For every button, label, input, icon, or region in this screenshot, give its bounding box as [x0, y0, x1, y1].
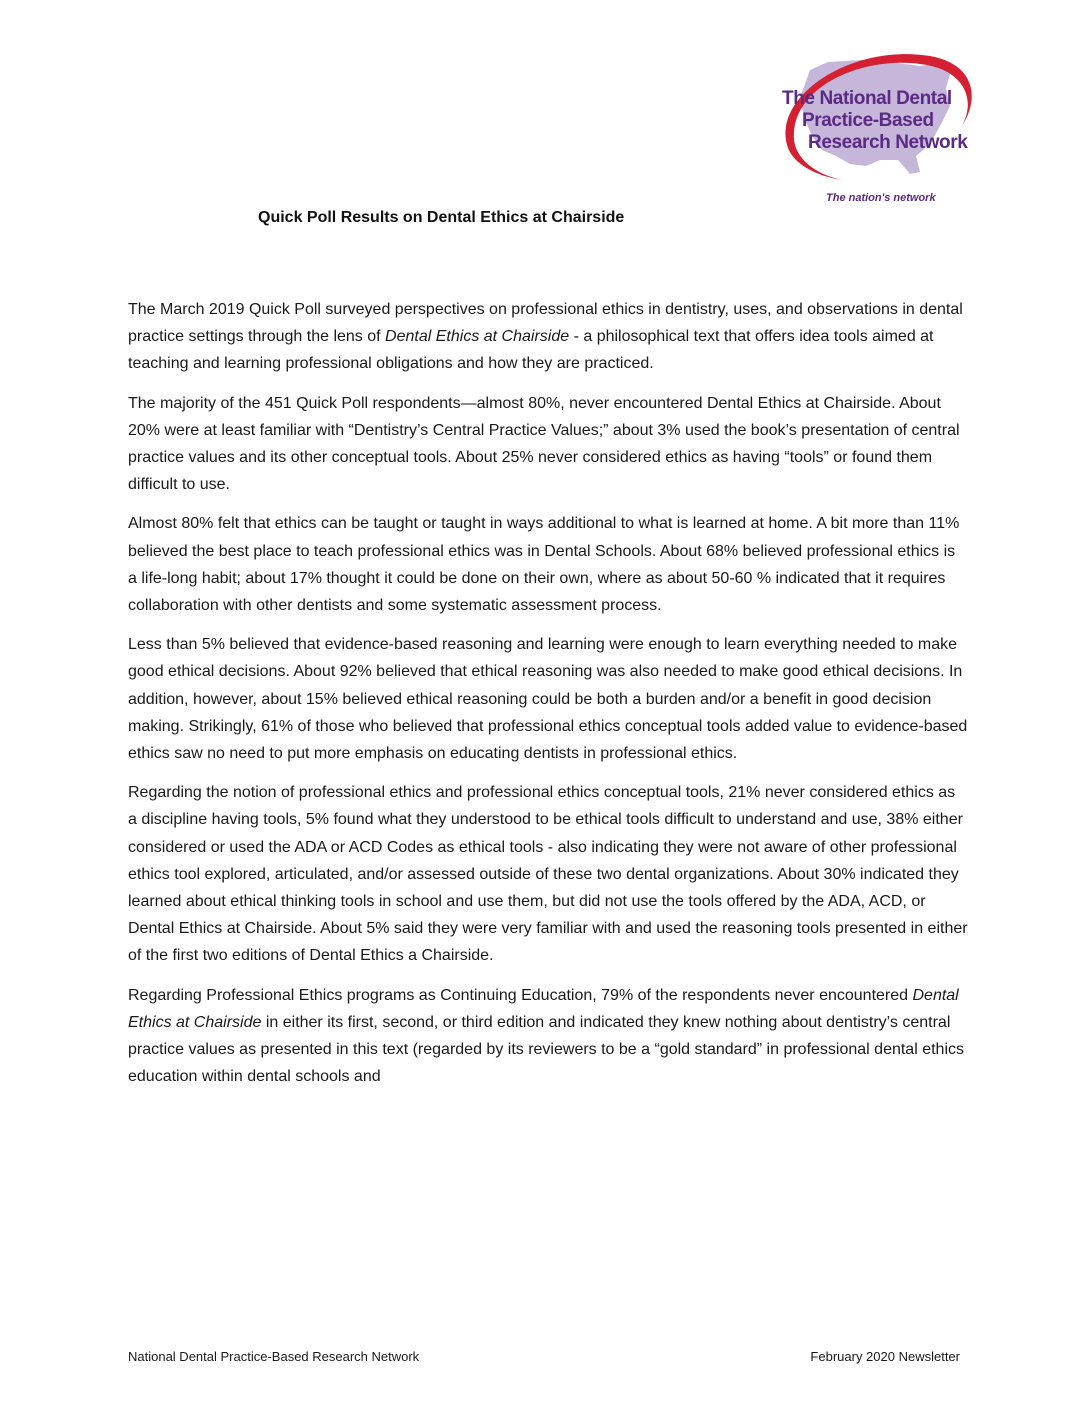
paragraph-text: The March 2019 Quick Poll surveyed perspectives on professional ethics in dentistry, uses, and observations in dental practice settings through the lens of — [128, 301, 963, 346]
logo-line-3: Research Network — [808, 132, 968, 153]
page-title: Quick Poll Results on Dental Ethics at Chairside — [258, 209, 625, 226]
paragraph-text: in either its first, second, or third edition and indicated they knew nothing about dentistry’s central practice values as presented in this text (regarded by its reviewers to be a “gold standard” in professional dental ethics education within dental schools and — [128, 1013, 964, 1086]
paragraph-intro — [128, 296, 968, 378]
paragraph-text: Regarding Professional Ethics programs as Continuing Education, 79% of the respondents never encountered — [128, 986, 913, 1004]
paragraph-tools: Regarding the notion of professional ethics and professional ethics conceptual tools, 21% never considered ethics as a discipline having tools, 5% found what they understood to be ethical tools difficult to understand and use, 38% either considered or used the ADA or ACD Codes as ethical tools - also indicating they were not aware of other professional ethics tool explored, articulated, and/or assessed outside of these two dental organizations. About 30% indicated they learned about ethical thinking tools in school and use them, but did not use the tools offered by the ADA, ACD, or Dental Ethics at Chairside. About 5% said they were very familiar with and used the reasoning tools presented in either of the first two editions of Dental Ethics a Chairside. — [128, 784, 968, 965]
paragraph-reasoning: Less than 5% believed that evidence-based reasoning and learning were enough to learn everything needed to make good ethical decisions. About 92% believed that ethical reasoning was also needed to make good ethical decisions. In addition, however, about 15% believed ethical reasoning could be both a burden and/or a benefit in good decision making. Strikingly, 61% of those who believed that professional ethics conceptual tools added value to evidence-based ethics saw no need to put more emphasis on educating dentists in professional ethics. — [128, 636, 968, 763]
logo-wordmark — [782, 88, 967, 154]
network-logo — [770, 48, 990, 210]
article-body — [128, 296, 968, 1102]
paragraph-majority: The majority of the 451 Quick Poll respondents—almost 80%, never encountered Dental Ethics at Chairside. About 20% were at least familiar with “Dentistry’s Central Practice Values;” about 3% used the book’s presentation of central practice values and its other conceptual tools. About 25% never considered ethics as having “tools” or found them difficult to use. — [128, 394, 960, 494]
footer-issue: February 2020 Newsletter — [810, 1349, 960, 1364]
logo-tagline: The nation's network — [826, 192, 936, 204]
paragraph-continuing-education — [128, 982, 968, 1091]
logo-line-1: The National Dental — [782, 88, 952, 109]
logo-line-2: Practice-Based — [802, 110, 934, 131]
footer-organization: National Dental Practice-Based Research Network — [128, 1349, 420, 1364]
paragraph-text: - a philosophical text that offers idea tools aimed at teaching and learning professional obligations and how they are practiced. — [128, 328, 934, 373]
book-title: Dental Ethics at Chairside — [128, 986, 959, 1031]
book-title: Dental Ethics at Chairside — [385, 328, 570, 346]
paragraph-teaching: Almost 80% felt that ethics can be taught or taught in ways additional to what is learned at home. A bit more than 11% believed the best place to teach professional ethics was in Dental Schools. About 68% believed professional ethics is a life-long habit; about 17% thought it could be done on their own, where as about 50-60 % indicated that it requires collaboration with other dentists and some systematic assessment process. — [128, 515, 960, 615]
